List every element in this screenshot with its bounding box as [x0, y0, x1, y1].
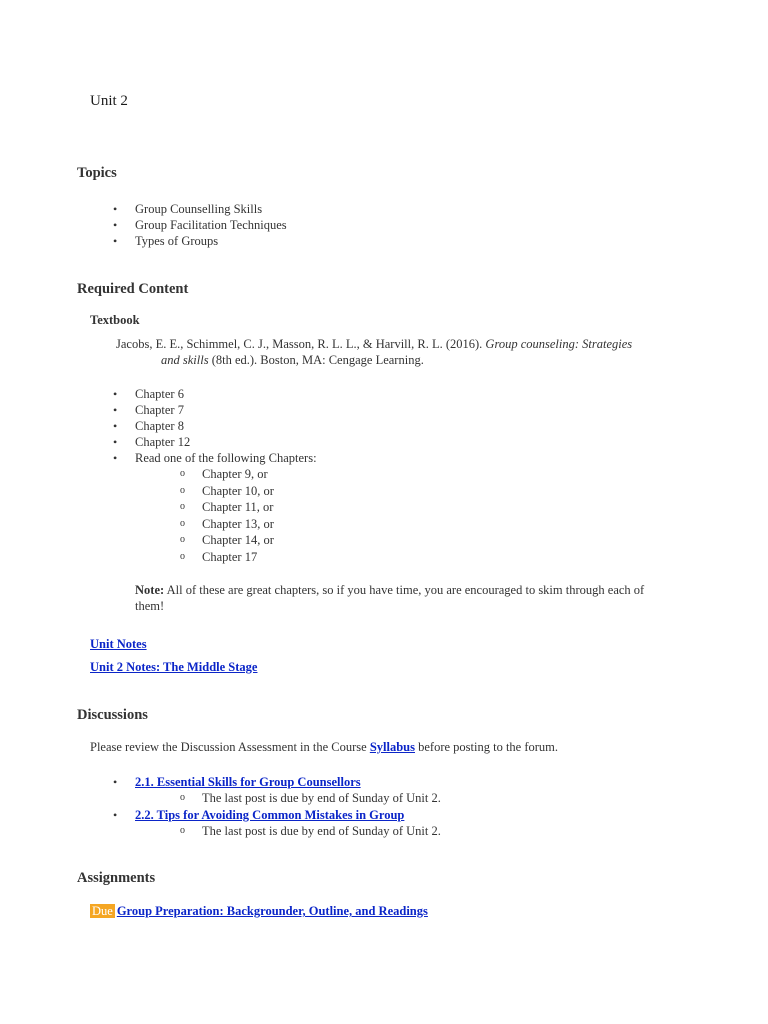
list-item: • Group Facilitation Techniques	[113, 218, 287, 232]
unit-notes-link[interactable]: Unit Notes	[90, 637, 147, 651]
chapter-list	[113, 386, 317, 566]
list-item: • 2.1. Essential Skills for Group Counsellors o The last post is due by end of Sunday of Unit 2.	[113, 775, 441, 805]
list-item: o Chapter 11, or	[180, 500, 274, 515]
list-item: o Chapter 9, or	[180, 467, 268, 481]
required-content-heading: Required Content	[77, 281, 189, 297]
list-item: • Chapter 12	[113, 435, 191, 449]
discussion-list	[113, 774, 441, 839]
list-item: o Chapter 14, or	[180, 533, 274, 548]
syllabus-link[interactable]: Syllabus	[369, 740, 415, 754]
list-item: • Chapter 7	[113, 403, 184, 417]
textbook-citation: Jacobs, E. E., Schimmel, C. J., Masson, R. L. L., & Harvill, R. L. (2016). Group counseling: Strategies and skills (8th ed.). Boston, MA: Cengage Learning.	[116, 337, 633, 367]
optional-chapter-list	[135, 466, 317, 566]
textbook-subheading: Textbook	[90, 313, 140, 327]
list-item: • Chapter 8	[113, 419, 184, 433]
discussion-link-2-2[interactable]: 2.2. Tips for Avoiding Common Mistakes in Group	[135, 807, 405, 822]
assignment-link[interactable]: Group Preparation: Backgrounder, Outline, and Readings	[116, 904, 428, 918]
list-item: o Chapter 17	[180, 549, 258, 564]
unit-2-notes-link[interactable]: Unit 2 Notes: The Middle Stage	[90, 660, 258, 674]
discussion-link-2-1[interactable]: 2.1. Essential Skills for Group Counsellors	[135, 775, 361, 789]
discussion-due-list	[135, 823, 441, 840]
discussions-intro: Please review the Discussion Assessment in the Course Syllabus before posting to the forum.	[90, 740, 559, 754]
topics-list	[113, 201, 287, 249]
chapters-note: Note: All of these are great chapters, so if you have time, you are encouraged to skim through each of them!	[135, 583, 645, 613]
assignments-heading: Assignments	[77, 870, 156, 886]
discussions-heading: Discussions	[77, 707, 148, 723]
list-item: • Read one of the following Chapters: o Chapter 9, or o Chapter 10, or o Chapter 11, or o Chapter 13, or o Chapter 14, or o Chapter 17	[113, 451, 317, 564]
discussion-due-list	[135, 790, 441, 807]
topics-heading: Topics	[77, 165, 117, 181]
list-item: o The last post is due by end of Sunday of Unit 2.	[180, 823, 441, 838]
list-item: o The last post is due by end of Sunday of Unit 2.	[180, 791, 441, 805]
assignment-row	[90, 902, 428, 920]
page-title: Unit 2	[90, 93, 128, 109]
list-item: • 2.2. Tips for Avoiding Common Mistakes in Group o The last post is due by end of Sunday of Unit 2.	[113, 807, 441, 838]
list-item: • Types of Groups	[113, 234, 219, 248]
list-item: o Chapter 10, or	[180, 483, 274, 498]
list-item: • Chapter 6	[113, 387, 184, 401]
due-badge: Due	[92, 904, 113, 918]
list-item: • Group Counselling Skills	[113, 202, 263, 216]
list-item: o Chapter 13, or	[180, 516, 274, 531]
